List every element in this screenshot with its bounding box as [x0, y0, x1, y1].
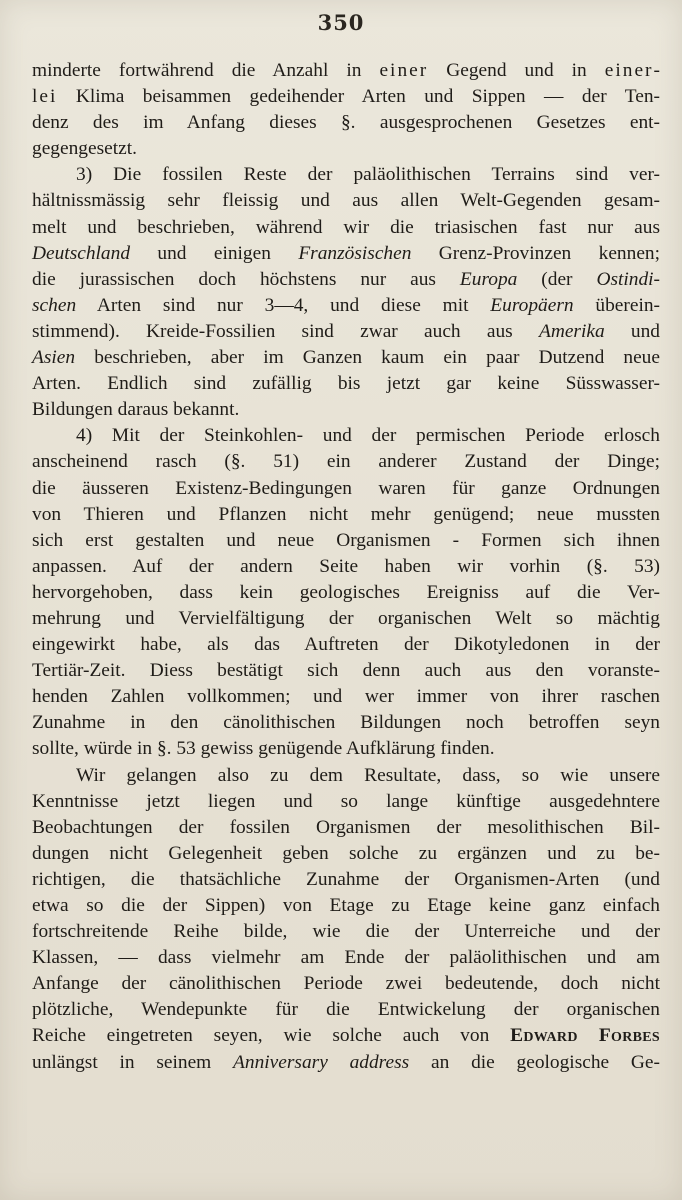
text-run: fortschreitende Reihe bilde, wie die der Unterreiche und der — [32, 921, 660, 943]
text-line — [32, 554, 660, 580]
italic-term: Französischen — [298, 242, 412, 264]
text-run: unlängst in seinem — [32, 1051, 234, 1073]
italic-term: Anniversary address — [233, 1051, 410, 1073]
text-line — [32, 736, 660, 762]
text-line — [32, 606, 660, 632]
text-line — [32, 528, 660, 554]
text-run: Anfange der cänolithischen Periode zwei bedeutende, doch nicht — [32, 973, 660, 995]
text-run: Klima beisammen gedeihender Arten und Sippen — der Ten- — [57, 86, 660, 108]
text-run: Grenz-Provinzen kennen; — [411, 242, 661, 264]
text-run: denz des im Anfang dieses §. ausgesprochenen Gesetzes ent- — [32, 112, 660, 134]
text-run: Beobachtungen der fossilen Organismen der mesolithischen Bil- — [32, 816, 660, 838]
text-run: hältnissmässig sehr fleissig und aus allen Welt-Gegenden gesam- — [32, 190, 660, 212]
text-run: 3) Die fossilen Reste der paläolithischen Terrains sind ver- — [76, 164, 660, 186]
text-run: dungen nicht Gelegenheit geben solche zu ergänzen und zu be- — [32, 842, 660, 864]
text-run: melt und beschrieben, während wir die triasischen fast nur aus — [32, 216, 660, 238]
text-line — [32, 945, 660, 971]
italic-term: Amerika — [538, 320, 605, 342]
text-run: überein- — [573, 294, 661, 316]
text-line — [32, 215, 660, 241]
text-run: die jurassischen doch höchstens nur aus — [32, 268, 460, 290]
text-run: Arten. Endlich sind zufällig bis jetzt gar keine Süsswasser- — [32, 373, 660, 395]
text-line — [32, 919, 660, 945]
text-line — [32, 267, 660, 293]
text-run: beschrieben, aber im Ganzen kaum ein paar Dutzend neue — [75, 347, 660, 369]
text-line — [32, 580, 660, 606]
text-run: (der — [517, 268, 597, 290]
text-line — [32, 1023, 660, 1049]
text-line — [32, 502, 660, 528]
text-line — [32, 293, 660, 319]
page-number: 350 — [317, 10, 365, 35]
text-run: Klassen, — dass vielmehr am Ende der paläolithischen und am — [32, 947, 660, 969]
text-line — [32, 684, 660, 710]
text-run: Kenntnisse jetzt liegen und so lange künftige ausgedehntere — [32, 790, 660, 812]
spaced-word: einer — [379, 60, 429, 81]
text-line — [32, 971, 660, 997]
italic-term: Ostindi- — [596, 268, 660, 290]
text-run: Gegend und in — [428, 60, 605, 81]
text-line — [32, 632, 660, 658]
spaced-word: lei — [32, 86, 58, 108]
italic-term: Deutschland — [32, 242, 131, 264]
text-run: und einigen — [130, 242, 299, 264]
text-run: sollte, würde in §. 53 gewiss genügende Aufklärung finden. — [32, 738, 495, 760]
text-line — [32, 893, 660, 919]
text-run: Reiche eingetreten seyen, wie solche auch von — [32, 1025, 511, 1047]
text-run: henden Zahlen vollkommen; und wer immer von ihrer raschen — [32, 686, 660, 708]
text-run: sich erst gestalten und neue Organismen - Formen sich ihnen — [32, 529, 660, 551]
body-text — [32, 58, 660, 1076]
text-line — [32, 710, 660, 736]
italic-term: Asien — [32, 347, 76, 369]
text-line — [32, 658, 660, 684]
text-run: Zunahme in den cänolithischen Bildungen noch betroffen seyn — [32, 712, 660, 734]
text-line — [32, 241, 660, 267]
text-line — [32, 815, 660, 841]
text-run: plötzliche, Wendepunkte für die Entwickelung der organischen — [32, 999, 660, 1021]
text-run: minderte fortwährend die Anzahl in — [32, 60, 380, 81]
text-line — [32, 397, 660, 423]
text-line — [32, 997, 660, 1023]
text-run: richtigen, die thatsächliche Zunahme der Organismen-Arten (und — [32, 868, 660, 890]
text-run: Arten sind nur 3—4, und diese mit — [76, 294, 491, 316]
text-line — [32, 476, 660, 502]
text-run: und — [604, 320, 661, 342]
text-line — [32, 84, 660, 110]
text-line — [32, 1050, 660, 1076]
text-line — [32, 136, 660, 162]
text-line — [32, 763, 660, 789]
text-run: an die geologische Ge- — [409, 1051, 660, 1073]
text-line — [32, 449, 660, 475]
text-run: von Thieren und Pflanzen nicht mehr genügend; neue mussten — [32, 503, 660, 525]
text-run: hervorgehoben, dass kein geologisches Ereigniss auf die Ver- — [32, 581, 660, 603]
text-run: gegengesetzt. — [32, 138, 137, 160]
text-run: Tertiär-Zeit. Diess bestätigt sich denn auch aus den voranste- — [32, 660, 660, 682]
text-line — [32, 345, 660, 371]
text-run: mehrung und Vervielfältigung der organischen Welt so mächtig — [32, 607, 660, 629]
italic-term: Europäern — [490, 294, 574, 316]
italic-term: schen — [32, 294, 77, 316]
text-line — [32, 162, 660, 188]
text-run: anpassen. Auf der andern Seite haben wir vorhin (§. 53) — [32, 555, 660, 577]
text-run: stimmend). Kreide-Fossilien sind zwar auch aus — [32, 320, 539, 342]
text-run: 4) Mit der Steinkohlen- und der permischen Periode erlosch — [76, 425, 660, 447]
text-line — [32, 319, 660, 345]
text-line — [32, 371, 660, 397]
text-run: eingewirkt habe, als das Auftreten der Dikotyledonen in der — [32, 634, 660, 656]
text-line — [32, 188, 660, 214]
text-line — [32, 423, 660, 449]
text-run: - — [653, 60, 660, 81]
text-run: etwa so die der Sippen) von Etage zu Etage keine ganz einfach — [32, 895, 660, 916]
author-name: Edward Forbes — [510, 1025, 660, 1047]
text-line — [32, 110, 660, 136]
text-run: Wir gelangen also zu dem Resultate, dass, so wie unsere — [76, 764, 660, 786]
text-line — [32, 867, 660, 893]
text-run: anscheinend rasch (§. 51) ein anderer Zustand der Dinge; — [32, 451, 660, 473]
italic-term: Europa — [459, 268, 518, 290]
text-run: Bildungen daraus bekannt. — [32, 399, 240, 421]
text-line — [32, 789, 660, 815]
text-line — [32, 841, 660, 867]
text-run: die äusseren Existenz-Bedingungen waren für ganze Ordnungen — [32, 477, 660, 499]
text-line — [32, 58, 660, 84]
spaced-word: einer — [604, 60, 654, 81]
